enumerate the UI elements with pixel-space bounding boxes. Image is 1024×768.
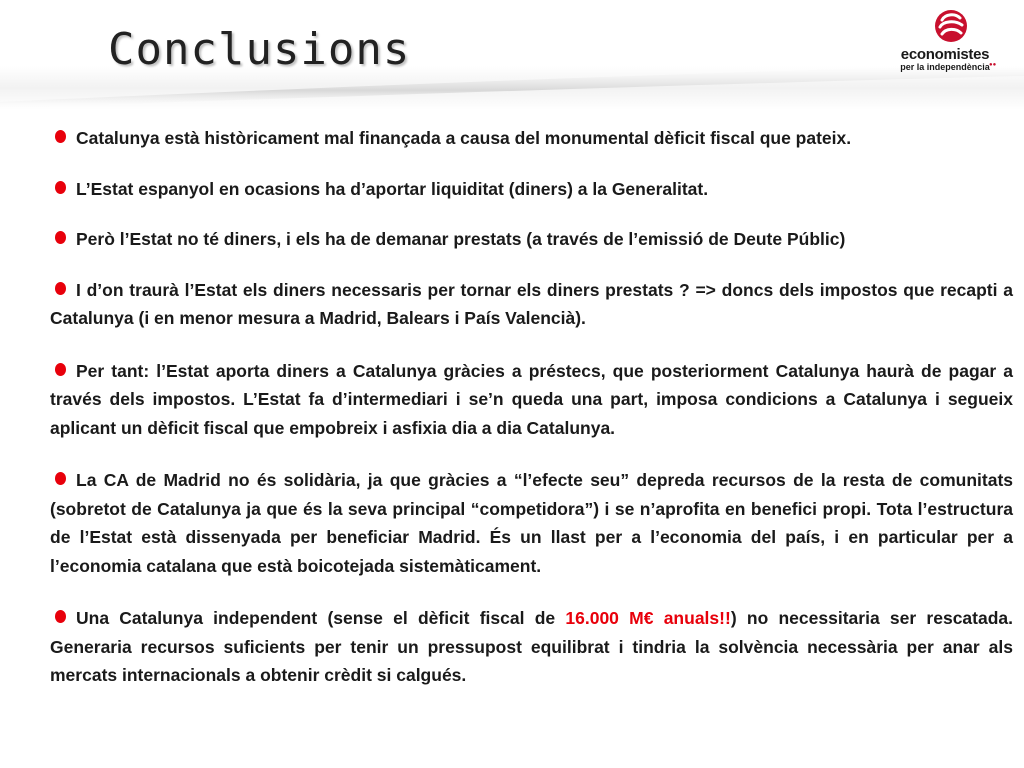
logo-dots: ●● bbox=[989, 62, 997, 68]
bullet-dot-icon bbox=[55, 610, 66, 623]
bullet-dot-icon bbox=[55, 282, 66, 295]
bullet-dot-icon bbox=[55, 472, 66, 485]
bullet-dot-icon bbox=[55, 130, 66, 143]
logo-tagline: per la independència bbox=[900, 62, 990, 72]
bullet-point-4 bbox=[50, 276, 1013, 333]
bullet-point-5 bbox=[50, 357, 1013, 443]
economistes-logo bbox=[898, 8, 1008, 74]
bullet-text: L’Estat espanyol en ocasions ha d’aportar liquiditat (diners) a la Generalitat. bbox=[76, 178, 709, 199]
bullet-text: Catalunya està històricament mal finançada a causa del monumental dèficit fiscal que pateix. bbox=[76, 128, 852, 148]
economistes-logo-icon bbox=[933, 8, 969, 44]
bullet-text-before: Una Catalunya independent (sense el dèficit fiscal de bbox=[76, 608, 566, 628]
bullet-text: Per tant: l’Estat aporta diners a Catalunya gràcies a préstecs, que posteriorment Catalunya haurà de pagar a través dels impostos. L’Estat fa d’intermediari i se’n queda una part, imposa condicions a Catalunya i segueix aplicant un dèficit fiscal que empobreix i asfixia dia a dia Catalunya. bbox=[50, 360, 1013, 438]
deficit-highlight: 16.000 M€ anuals!! bbox=[565, 608, 731, 628]
logo-name: economistes bbox=[900, 46, 990, 63]
bullet-list bbox=[50, 124, 1013, 714]
bullet-point-2 bbox=[50, 175, 1013, 204]
bullet-point-1 bbox=[50, 124, 1013, 153]
bullet-text: La CA de Madrid no és solidària, ja que gràcies a “l’efecte seu” depreda recursos de la resta de comunitats (sobretot de Catalunya ja que és la seva principal “competidora”) i se n’aprofita en benefici propi. Tota l’estructura de l’Estat està dissenyada per beneficiar Madrid. És un llast per a l’economia del país, i en particular per a l’economia catalana que està boicotejada sistemàticament. bbox=[50, 470, 1013, 576]
bullet-text: Però l’Estat no té diners, i els ha de demanar prestats (a través de l’emissió de Deute Públic) bbox=[76, 229, 846, 249]
page-title: Conclusions bbox=[108, 24, 411, 75]
bullet-dot-icon bbox=[55, 231, 66, 244]
bullet-point-7 bbox=[50, 604, 1013, 690]
bullet-dot-icon bbox=[55, 181, 66, 194]
bullet-text-after: ) no necessitaria ser rescatada. Generaria recursos suficients per tenir un pressupost equilibrat i tindria la solvència necessària per anar als mercats internacionals a obtenir crèdit si calgués. bbox=[50, 608, 1014, 685]
bullet-text: I d’on traurà l’Estat els diners necessaris per tornar els diners prestats ? => doncs dels impostos que recapti a Catalunya (i en menor mesura a Madrid, Balears i País Valencià). bbox=[50, 279, 1013, 328]
bullet-point-6 bbox=[50, 466, 1013, 580]
bullet-point-3 bbox=[50, 225, 1013, 254]
bullet-dot-icon bbox=[55, 363, 66, 376]
